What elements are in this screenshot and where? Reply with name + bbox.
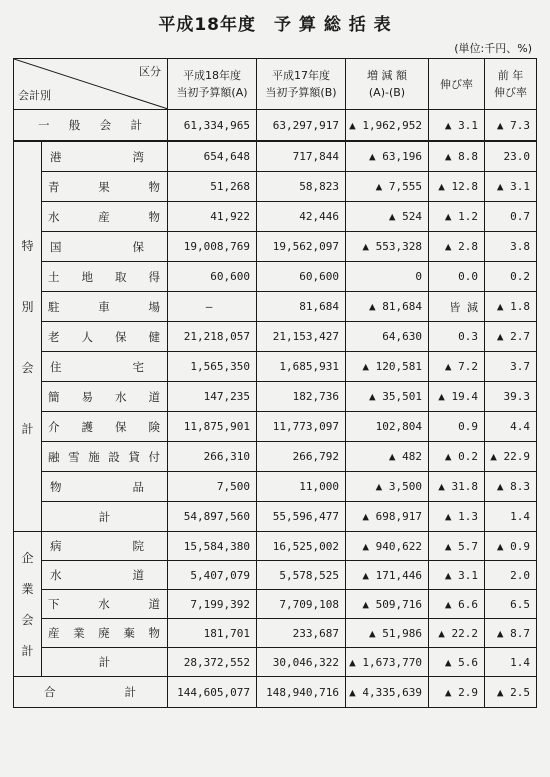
cell-d: ▲ 19.4 [429, 382, 485, 412]
cell-a: 266,310 [168, 442, 257, 472]
cell-a: 15,584,380 [168, 532, 257, 561]
cell-e: 3.7 [485, 352, 537, 382]
cell-a: 7,500 [168, 472, 257, 502]
cell-e: ▲ 3.1 [485, 172, 537, 202]
cell-e: ▲ 22.9 [485, 442, 537, 472]
cell-a: 11,875,901 [168, 412, 257, 442]
cell-c: ▲ 63,196 [346, 141, 429, 172]
cell-b: 717,844 [257, 141, 346, 172]
cell-d: ▲ 1.2 [429, 202, 485, 232]
group-label-char: 別 [21, 299, 34, 314]
cell-c: ▲ 698,917 [346, 502, 429, 532]
table-row [14, 590, 537, 619]
group-label-char: 業 [21, 582, 34, 596]
row-label: 住宅 [42, 352, 168, 382]
cell-c: 102,804 [346, 412, 429, 442]
col-header-d: 伸び率 [429, 59, 485, 110]
cell-a: 1,565,350 [168, 352, 257, 382]
group-label [14, 141, 42, 532]
row-label: 下水道 [42, 590, 168, 619]
table-row [14, 412, 537, 442]
table-row [14, 322, 537, 352]
cell-e: 1.4 [485, 648, 537, 677]
cell-d: 皆 減 [429, 292, 485, 322]
cell-c: ▲ 1,962,952 [346, 110, 429, 142]
enterprise-section [14, 532, 537, 677]
cell-b: 30,046,322 [257, 648, 346, 677]
table-row [14, 532, 537, 561]
corner-top-label: 区分 [139, 65, 161, 78]
table-row [14, 352, 537, 382]
cell-d: ▲ 7.2 [429, 352, 485, 382]
cell-b: 42,446 [257, 202, 346, 232]
cell-c: ▲ 1,673,770 [346, 648, 429, 677]
cell-d: ▲ 3.1 [429, 110, 485, 142]
row-label: 老人保健 [42, 322, 168, 352]
cell-e: ▲ 7.3 [485, 110, 537, 142]
cell-b: 7,709,108 [257, 590, 346, 619]
cell-a: 181,701 [168, 619, 257, 648]
col-header-e: 前 年 伸び率 [485, 59, 537, 110]
cell-e: 0.7 [485, 202, 537, 232]
unit-note: (単位:千円、%) [454, 42, 532, 55]
table-row [14, 232, 537, 262]
row-label: 水産物 [42, 202, 168, 232]
table-row [14, 619, 537, 648]
cell-e: 0.2 [485, 262, 537, 292]
cell-a: 7,199,392 [168, 590, 257, 619]
cell-e: 3.8 [485, 232, 537, 262]
cell-d: ▲ 2.8 [429, 232, 485, 262]
group-label-char: 企 [21, 551, 34, 565]
row-label: 駐車場 [42, 292, 168, 322]
cell-b: 5,578,525 [257, 561, 346, 590]
cell-b: 16,525,002 [257, 532, 346, 561]
cell-d: ▲ 1.3 [429, 502, 485, 532]
cell-c: ▲ 553,328 [346, 232, 429, 262]
cell-a: 5,407,079 [168, 561, 257, 590]
cell-d: ▲ 5.6 [429, 648, 485, 677]
row-label: 病院 [42, 532, 168, 561]
table-row [14, 561, 537, 590]
cell-a: 51,268 [168, 172, 257, 202]
cell-a: 61,334,965 [168, 110, 257, 142]
row-label: 青果物 [42, 172, 168, 202]
page-title: 平成18年度 予 算 総 括 表 [158, 15, 392, 35]
cell-a: 28,372,552 [168, 648, 257, 677]
cell-a: 147,235 [168, 382, 257, 412]
cell-d: ▲ 22.2 [429, 619, 485, 648]
cell-a: 54,897,560 [168, 502, 257, 532]
row-label: 計 [42, 502, 168, 532]
row-label: 物品 [42, 472, 168, 502]
row-label: 港湾 [42, 141, 168, 172]
cell-c: ▲ 3,500 [346, 472, 429, 502]
row-label: 国保 [42, 232, 168, 262]
cell-c: ▲ 120,581 [346, 352, 429, 382]
cell-e: ▲ 2.5 [485, 677, 537, 708]
cell-c: ▲ 524 [346, 202, 429, 232]
cell-a: 19,008,769 [168, 232, 257, 262]
cell-d: 0.9 [429, 412, 485, 442]
col-header-a: 平成18年度 当初予算額(A) [168, 59, 257, 110]
group-label-char: 特 [21, 238, 34, 253]
table-row [14, 442, 537, 472]
cell-b: 63,297,917 [257, 110, 346, 142]
cell-b: 58,823 [257, 172, 346, 202]
cell-d: 0.0 [429, 262, 485, 292]
cell-a: 144,605,077 [168, 677, 257, 708]
row-label: 土地取得 [42, 262, 168, 292]
row-label: 簡易水道 [42, 382, 168, 412]
cell-c: ▲ 35,501 [346, 382, 429, 412]
cell-d: ▲ 8.8 [429, 141, 485, 172]
cell-d: ▲ 2.9 [429, 677, 485, 708]
group-label-char: 会 [21, 613, 34, 627]
cell-e: 6.5 [485, 590, 537, 619]
special-section [14, 141, 537, 532]
col-header-c: 増 減 額 (A)-(B) [346, 59, 429, 110]
cell-d: ▲ 31.8 [429, 472, 485, 502]
corner-bottom-label: 会計別 [18, 89, 51, 102]
cell-b: 1,685,931 [257, 352, 346, 382]
cell-b: 60,600 [257, 262, 346, 292]
cell-c: ▲ 171,446 [346, 561, 429, 590]
cell-a: 654,648 [168, 141, 257, 172]
cell-c: 0 [346, 262, 429, 292]
table-row [14, 472, 537, 502]
cell-e: ▲ 2.7 [485, 322, 537, 352]
cell-b: 11,773,097 [257, 412, 346, 442]
cell-c: ▲ 7,555 [346, 172, 429, 202]
row-label: 合 計 [14, 677, 168, 708]
cell-b: 182,736 [257, 382, 346, 412]
row-label: 一 般 会 計 [14, 110, 168, 142]
cell-b: 148,940,716 [257, 677, 346, 708]
row-label: 介護保険 [42, 412, 168, 442]
table-row [14, 262, 537, 292]
row-label: 水道 [42, 561, 168, 590]
cell-a: 41,922 [168, 202, 257, 232]
cell-b: 55,596,477 [257, 502, 346, 532]
cell-a: 60,600 [168, 262, 257, 292]
table-row [14, 292, 537, 322]
cell-e: ▲ 0.9 [485, 532, 537, 561]
cell-e: 23.0 [485, 141, 537, 172]
cell-d: 0.3 [429, 322, 485, 352]
cell-c: ▲ 482 [346, 442, 429, 472]
cell-a: — [168, 292, 257, 322]
cell-b: 19,562,097 [257, 232, 346, 262]
cell-c: 64,630 [346, 322, 429, 352]
cell-e: ▲ 8.3 [485, 472, 537, 502]
cell-d: ▲ 12.8 [429, 172, 485, 202]
cell-d: ▲ 5.7 [429, 532, 485, 561]
corner-header [14, 59, 168, 110]
table-row-subtotal [14, 648, 537, 677]
cell-c: ▲ 4,335,639 [346, 677, 429, 708]
cell-c: ▲ 940,622 [346, 532, 429, 561]
header-row [14, 59, 537, 110]
cell-c: ▲ 51,986 [346, 619, 429, 648]
group-label-char: 計 [21, 421, 34, 436]
group-label [14, 532, 42, 677]
cell-e: 2.0 [485, 561, 537, 590]
row-label: 計 [42, 648, 168, 677]
cell-d: ▲ 3.1 [429, 561, 485, 590]
cell-e: 4.4 [485, 412, 537, 442]
cell-b: 233,687 [257, 619, 346, 648]
row-label: 融雪施設貸付 [42, 442, 168, 472]
cell-e: 39.3 [485, 382, 537, 412]
cell-d: ▲ 0.2 [429, 442, 485, 472]
cell-b: 81,684 [257, 292, 346, 322]
col-header-b: 平成17年度 当初予算額(B) [257, 59, 346, 110]
cell-d: ▲ 6.6 [429, 590, 485, 619]
row-label: 産業廃棄物 [42, 619, 168, 648]
cell-b: 266,792 [257, 442, 346, 472]
group-label-char: 計 [21, 644, 34, 658]
group-label-char: 会 [21, 360, 34, 375]
budget-table [13, 58, 537, 708]
cell-a: 21,218,057 [168, 322, 257, 352]
cell-b: 11,000 [257, 472, 346, 502]
table-row-grand-total [14, 677, 537, 708]
table-row [14, 172, 537, 202]
table-row-subtotal [14, 502, 537, 532]
cell-c: ▲ 509,716 [346, 590, 429, 619]
cell-b: 21,153,427 [257, 322, 346, 352]
table-row [14, 202, 537, 232]
cell-e: 1.4 [485, 502, 537, 532]
table-row-general [14, 110, 537, 142]
cell-e: ▲ 1.8 [485, 292, 537, 322]
cell-e: ▲ 8.7 [485, 619, 537, 648]
table-row [14, 141, 537, 172]
table-row [14, 382, 537, 412]
cell-c: ▲ 81,684 [346, 292, 429, 322]
